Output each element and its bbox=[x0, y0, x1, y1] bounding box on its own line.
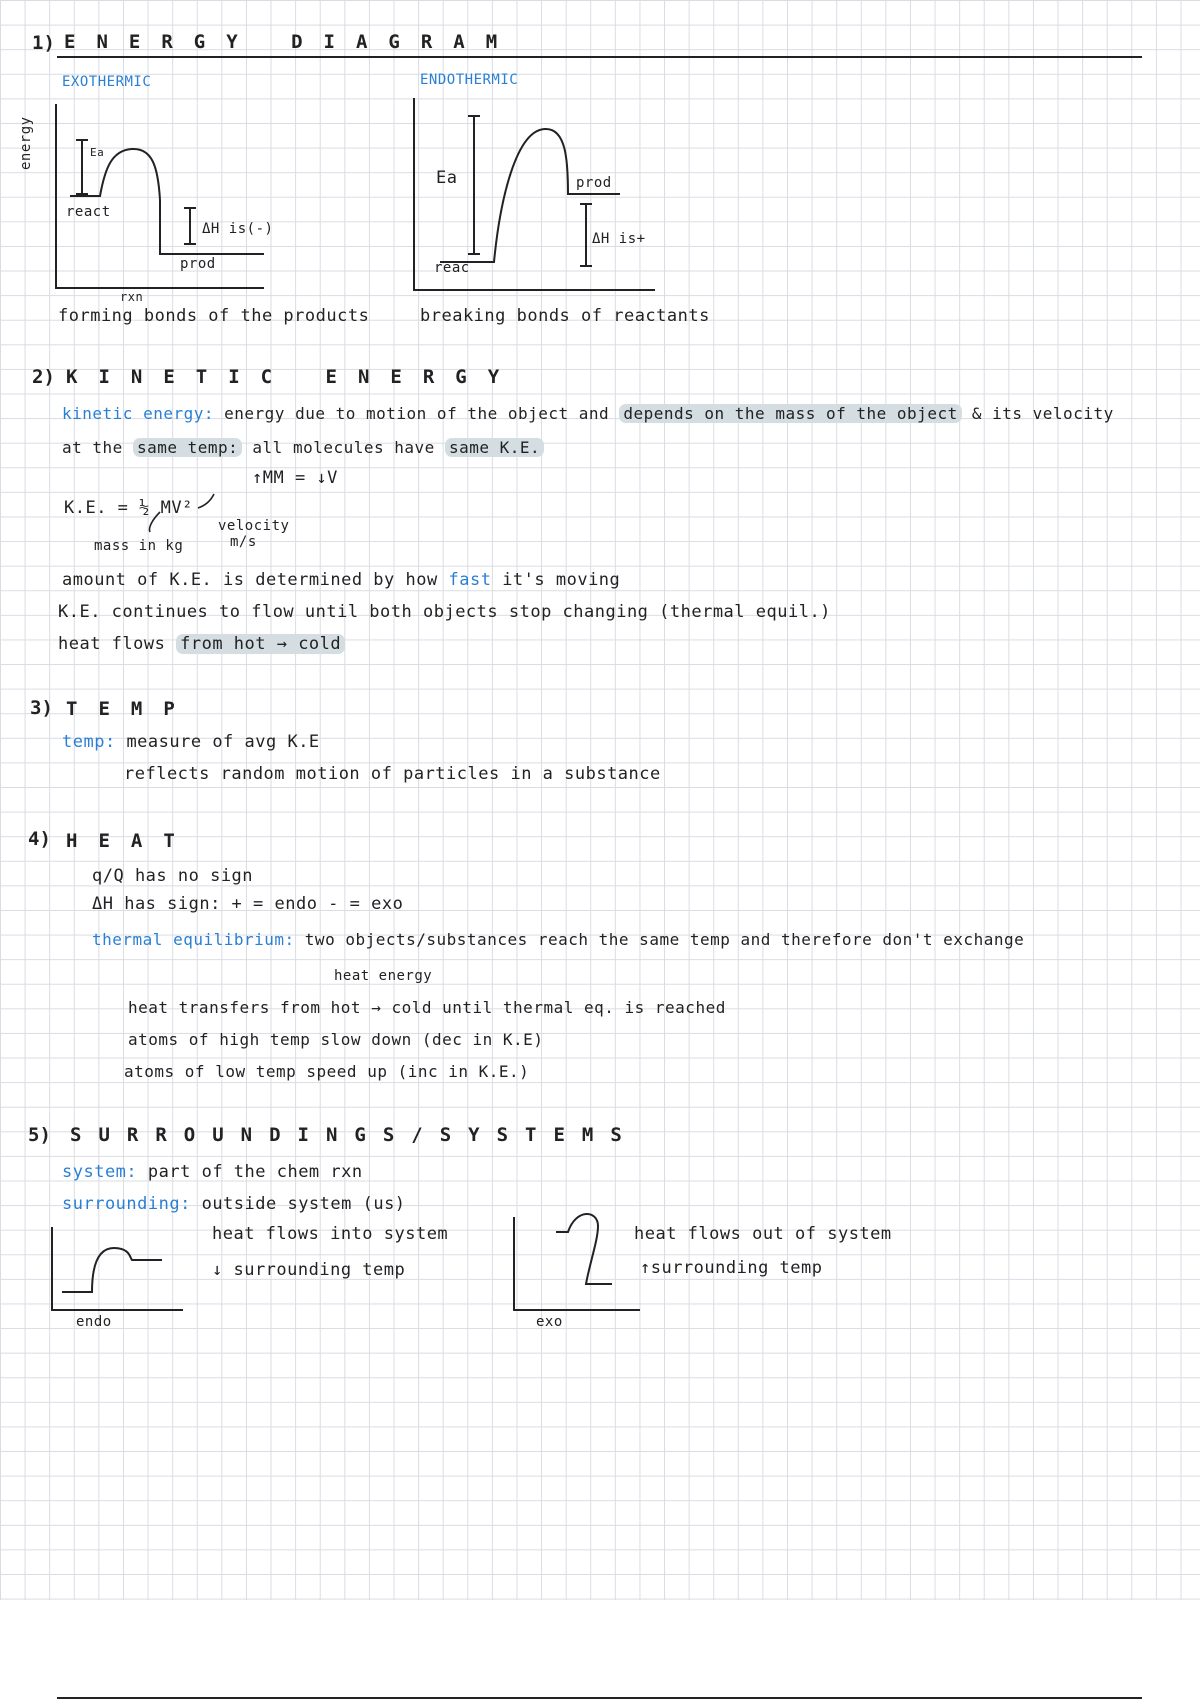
exothermic-diagram bbox=[56, 104, 264, 288]
endo-note-2: ↓ surrounding temp bbox=[212, 1260, 406, 1280]
exo-note-1: heat flows out of system bbox=[634, 1224, 892, 1244]
high-temp-line: atoms of high temp slow down (dec in K.E) bbox=[128, 1030, 544, 1049]
exo-dh-label: ΔH is(-) bbox=[202, 221, 274, 237]
thermal-eq-definition bbox=[92, 930, 1024, 949]
ke-def-text: energy due to motion of the object and bbox=[224, 404, 610, 423]
exo-react-label: react bbox=[66, 204, 111, 220]
section-3-title: TEMP bbox=[66, 698, 196, 720]
same-temp-a: at the bbox=[62, 438, 123, 457]
endo-caption: breaking bonds of reactants bbox=[420, 306, 710, 326]
heat-flow-highlight: from hot → cold bbox=[176, 634, 345, 654]
exo-ea-bracket bbox=[76, 140, 88, 194]
surrounding-term: surrounding: bbox=[62, 1194, 191, 1214]
ke-mass-label: mass in kg bbox=[94, 538, 184, 554]
section-1-title: ENERGY DIAGRAM bbox=[64, 31, 519, 53]
ke-def-tail: & its velocity bbox=[971, 404, 1114, 423]
ke-amount-b: it's moving bbox=[502, 570, 621, 590]
q-no-sign: q/Q has no sign bbox=[92, 866, 254, 886]
s5-exo-axes bbox=[514, 1217, 640, 1310]
system-def: part of the chem rxn bbox=[147, 1162, 363, 1182]
exo-dh-bracket bbox=[184, 208, 196, 244]
page-bottom-margin bbox=[0, 1600, 1200, 1700]
s5-endo-curve bbox=[62, 1248, 162, 1292]
exo-prod-label: prod bbox=[180, 256, 216, 272]
same-ke-highlight: same K.E. bbox=[445, 438, 544, 457]
heat-flow-a: heat flows bbox=[58, 634, 166, 654]
s5-exo-curve bbox=[556, 1214, 612, 1284]
ke-amount-line bbox=[62, 570, 620, 590]
exo-energy-axis-label: energy bbox=[18, 116, 34, 170]
thermal-eq-def-2: heat energy bbox=[334, 968, 433, 984]
ke-formula: K.E. = ½ MV² bbox=[64, 498, 193, 518]
heat-transfer-line: heat transfers from hot → cold until thermal eq. is reached bbox=[128, 998, 726, 1017]
velocity-arrow bbox=[198, 494, 214, 508]
endo-dh-bracket bbox=[580, 204, 592, 266]
section-4-title: HEAT bbox=[66, 830, 196, 852]
ke-def-highlight: depends on the mass of the object bbox=[619, 404, 961, 423]
system-definition bbox=[62, 1162, 363, 1182]
temp-definition bbox=[62, 732, 320, 752]
exo-caption: forming bonds of the products bbox=[58, 306, 370, 326]
section-2-title: KINETIC ENERGY bbox=[66, 366, 521, 388]
exothermic-label: EXOTHERMIC bbox=[62, 74, 152, 90]
thermal-eq-def: two objects/substances reach the same temp and therefore don't exchange bbox=[304, 930, 1025, 949]
surroundings-endo-diagram bbox=[52, 1227, 183, 1310]
endo-prod-label: prod bbox=[576, 175, 612, 191]
ke-velocity-label: velocity bbox=[218, 518, 290, 534]
endothermic-label: ENDOTHERMIC bbox=[420, 72, 519, 88]
section-3-number: 3) bbox=[30, 697, 53, 719]
same-temp-b: all molecules have bbox=[252, 438, 435, 457]
s5-exo-label: exo bbox=[536, 1314, 563, 1330]
ke-amount-a: amount of K.E. is determined by how bbox=[62, 570, 438, 590]
exo-note-2: ↑surrounding temp bbox=[640, 1258, 823, 1278]
s5-endo-label: endo bbox=[76, 1314, 112, 1330]
ke-amount-fast: fast bbox=[448, 570, 492, 590]
section-1-number: 1) bbox=[32, 32, 55, 54]
endo-ea-bracket bbox=[468, 116, 480, 254]
surrounding-def: outside system (us) bbox=[201, 1194, 406, 1214]
exo-rxn-axis-label: rxn bbox=[120, 290, 144, 304]
section-5-title: SURROUNDINGS/SYSTEMS bbox=[70, 1124, 639, 1146]
heat-flow-line bbox=[58, 634, 345, 654]
dh-has-sign: ΔH has sign: + = endo - = exo bbox=[92, 894, 404, 914]
low-temp-line: atoms of low temp speed up (inc in K.E.) bbox=[124, 1062, 530, 1081]
surroundings-exo-diagram bbox=[514, 1214, 640, 1310]
mm-velocity-line: ↑MM = ↓V bbox=[252, 468, 338, 488]
ke-term: kinetic energy: bbox=[62, 404, 214, 423]
page-bottom-rule bbox=[57, 1697, 1142, 1699]
ke-velocity-unit: m/s bbox=[230, 534, 257, 550]
ke-definition-line bbox=[62, 404, 1114, 423]
endo-reac-label: reac bbox=[434, 260, 470, 276]
exo-curve bbox=[70, 149, 264, 254]
same-temp-highlight: same temp: bbox=[133, 438, 242, 457]
endo-ea-label: Ea bbox=[436, 168, 458, 188]
temp-term: temp: bbox=[62, 732, 116, 752]
system-term: system: bbox=[62, 1162, 138, 1182]
section-5-number: 5) bbox=[28, 1124, 51, 1146]
temp-def: measure of avg K.E bbox=[126, 732, 320, 752]
same-temp-line bbox=[62, 438, 544, 457]
s5-endo-axes bbox=[52, 1227, 183, 1310]
ke-continues-line: K.E. continues to flow until both objects stop changing (thermal equil.) bbox=[58, 602, 831, 622]
thermal-eq-term: thermal equilibrium: bbox=[92, 930, 295, 949]
endo-note-1: heat flows into system bbox=[212, 1224, 449, 1244]
surrounding-definition bbox=[62, 1194, 406, 1214]
temp-reflects: reflects random motion of particles in a substance bbox=[124, 764, 661, 784]
exo-ea-label: Ea bbox=[90, 146, 105, 159]
endo-dh-label: ΔH is+ bbox=[592, 231, 646, 247]
section-4-number: 4) bbox=[28, 828, 51, 850]
section-2-number: 2) bbox=[32, 366, 55, 388]
